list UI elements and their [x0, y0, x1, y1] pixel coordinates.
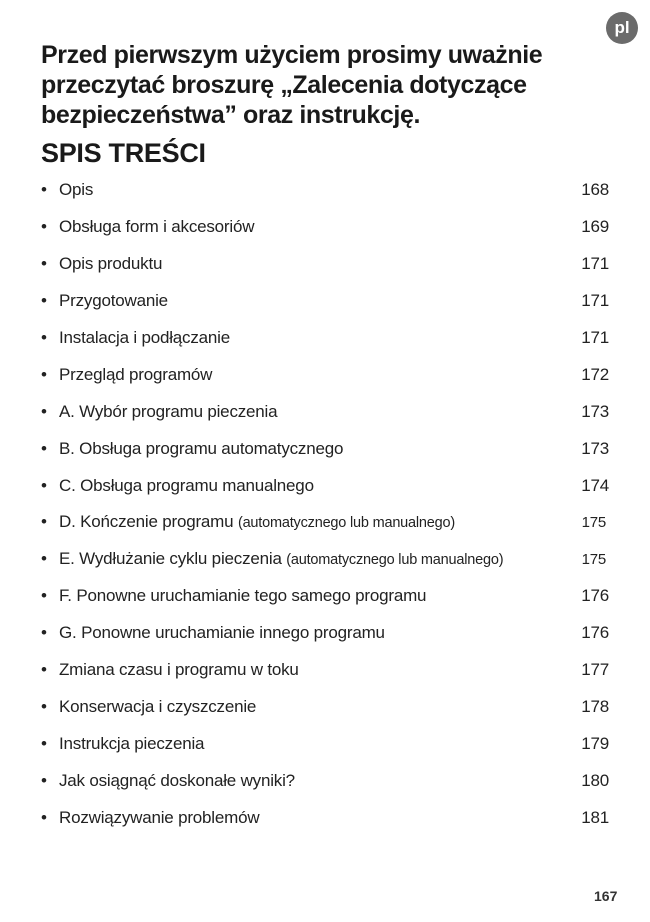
bullet-icon: •	[41, 217, 47, 237]
toc-item-label: Jak osiągnąć doskonałe wyniki?	[59, 770, 295, 790]
toc-item	[41, 799, 609, 836]
toc-item-page: 171	[581, 291, 609, 311]
toc-item-label: F. Ponowne uruchamianie tego samego programu	[59, 586, 427, 606]
bullet-icon: •	[41, 660, 47, 680]
toc-item	[41, 356, 609, 393]
bullet-icon: •	[41, 328, 47, 347]
toc-item-label: Przygotowanie	[59, 291, 168, 311]
toc-item-label: A. Wybór programu pieczenia	[59, 401, 278, 421]
bullet-icon: •	[41, 254, 47, 274]
toc-item-page: 171	[581, 254, 609, 274]
toc-item-label	[59, 549, 582, 569]
toc-item	[41, 467, 609, 504]
bullet-icon: •	[41, 770, 47, 790]
bullet-icon: •	[41, 696, 47, 716]
toc-item-label: Konserwacja i czyszczenie	[59, 696, 257, 716]
bullet-icon: •	[41, 733, 47, 753]
toc-item	[41, 541, 609, 578]
bullet-icon: •	[41, 364, 47, 384]
toc-item-page: 175	[581, 513, 606, 531]
toc-item-note: (automatycznego lub manualnego)	[286, 552, 504, 569]
page-number: 167	[594, 888, 618, 904]
intro-heading	[41, 40, 581, 130]
toc-item-label: Obsługa form i akcesoriów	[59, 217, 255, 237]
toc-item-page: 169	[581, 217, 609, 237]
intro-line: Przed pierwszym użyciem prosimy uważnie	[41, 41, 543, 69]
bullet-icon: •	[41, 586, 47, 606]
toc-item-title: E. Wydłużanie cyklu pieczenia	[59, 549, 282, 569]
bullet-icon: •	[41, 512, 47, 532]
intro-line: bezpieczeństwa” oraz instrukcję.	[41, 101, 420, 129]
toc-item	[41, 172, 609, 209]
toc-item	[41, 393, 609, 430]
toc-item	[41, 688, 609, 725]
toc-item-label: Zmiana czasu i programu w toku	[59, 660, 299, 680]
toc-item-label: Opis produktu	[59, 254, 163, 274]
toc-item-title: D. Kończenie programu	[59, 512, 234, 532]
toc-item-page: 174	[581, 475, 609, 495]
toc-item-page: 168	[581, 180, 609, 200]
toc-item-page: 179	[581, 733, 609, 753]
toc-item-page: 176	[581, 623, 609, 643]
toc-item	[41, 615, 609, 652]
toc-item	[41, 430, 609, 467]
toc-item-page: 172	[581, 364, 609, 384]
toc-item-page: 178	[581, 696, 609, 716]
toc-item-page: 181	[581, 807, 609, 827]
intro-line: przeczytać broszurę „Zalecenia dotyczące	[41, 71, 527, 99]
toc-item	[41, 320, 609, 357]
toc-item-label: Instrukcja pieczenia	[59, 733, 205, 753]
toc-item-page: 180	[581, 770, 609, 790]
bullet-icon: •	[41, 401, 47, 421]
toc-item-page: 171	[581, 328, 609, 347]
language-badge: pl	[606, 12, 638, 44]
toc-item	[41, 725, 609, 762]
bullet-icon: •	[41, 623, 47, 643]
bullet-icon: •	[41, 438, 47, 458]
bullet-icon: •	[41, 807, 47, 827]
toc-item-label	[59, 512, 582, 532]
toc-item	[41, 578, 609, 615]
toc-item-label: Przegląd programów	[59, 364, 213, 384]
toc-item	[41, 246, 609, 283]
toc-item	[41, 652, 609, 689]
toc-item	[41, 504, 609, 541]
toc-item-note: (automatycznego lub manualnego)	[237, 515, 456, 532]
toc-item	[41, 209, 609, 246]
toc-item-page: 173	[581, 401, 609, 421]
toc-item-label: Opis	[59, 180, 94, 200]
toc-item-label: B. Obsługa programu automatycznego	[59, 438, 344, 458]
bullet-icon: •	[41, 291, 47, 311]
toc-item-page: 176	[581, 586, 609, 606]
bullet-icon: •	[41, 180, 47, 200]
bullet-icon: •	[41, 549, 47, 569]
toc-item-label: Rozwiązywanie problemów	[59, 807, 260, 827]
toc-item	[41, 762, 609, 799]
toc-title: SPIS TREŚCI	[41, 138, 206, 168]
toc-item-page: 175	[581, 550, 606, 568]
bullet-icon: •	[41, 475, 47, 495]
toc-item	[41, 283, 609, 320]
toc-item-label: C. Obsługa programu manualnego	[59, 475, 314, 495]
table-of-contents	[41, 172, 609, 836]
toc-item-page: 177	[581, 660, 609, 680]
toc-item-label: Instalacja i podłączanie	[59, 328, 230, 347]
toc-item-label: G. Ponowne uruchamianie innego programu	[59, 623, 385, 643]
toc-item-page: 173	[581, 438, 609, 458]
